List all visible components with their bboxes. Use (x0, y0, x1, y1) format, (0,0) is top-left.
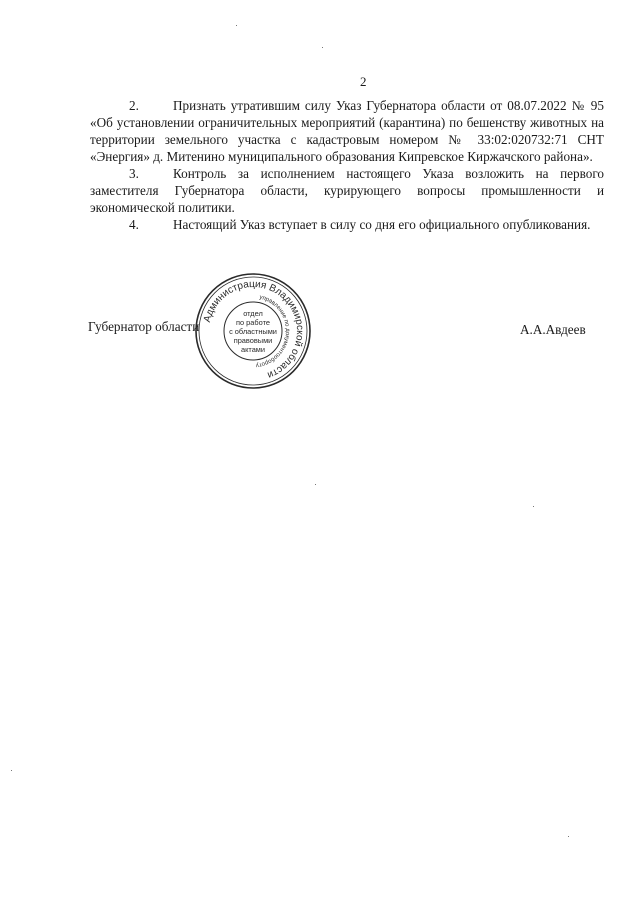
svg-text:с областными: с областными (229, 327, 277, 336)
seal-graphic (194, 272, 312, 390)
scan-speck (11, 770, 12, 771)
paragraph-text: Настоящий Указ вступает в силу со дня его официального опубликования. (173, 217, 591, 232)
paragraph-number: 4. (129, 217, 139, 232)
document-body (90, 97, 604, 233)
paragraph-2 (90, 97, 604, 165)
svg-text:правовыми: правовыми (233, 336, 273, 345)
svg-text:по работе: по работе (236, 318, 270, 327)
seal-inner-ring-text: управление по документообороту (255, 294, 291, 368)
svg-text:отдел: отдел (243, 309, 263, 318)
seal-ring-text: Администрация Владимирской области (201, 278, 306, 381)
paragraph-3 (90, 165, 604, 216)
scan-speck (568, 836, 569, 837)
page-number: 2 (360, 74, 367, 89)
scan-speck (533, 506, 534, 507)
signature-name: А.А.Авдеев (520, 322, 586, 337)
seal-center-text (229, 309, 277, 354)
scan-speck (322, 47, 323, 48)
paragraph-number: 2. (129, 98, 139, 113)
paragraph-text: Признать утратившим силу Указ Губернатора области от 08.07.2022 № 95 «Об установлении ограничительных мероприятий (карантина) по бешенству животных на территории земельного участка с кадастровым номером № 33:02:020732:71 СНТ «Энергия» д. Митенино муниципального образования Кипревское Киржачского района». (90, 98, 604, 164)
paragraph-number: 3. (129, 166, 139, 181)
official-seal-stamp (194, 272, 312, 390)
scan-speck (315, 484, 316, 485)
paragraph-text: Контроль за исполнением настоящего Указа возложить на первого заместителя Губернатора области, курирующего вопросы промышленности и экономической политики. (90, 166, 604, 215)
svg-text:актами: актами (240, 345, 266, 354)
paragraph-4 (90, 216, 604, 233)
scan-speck (236, 25, 237, 26)
signature-title: Губернатор области (88, 319, 200, 334)
